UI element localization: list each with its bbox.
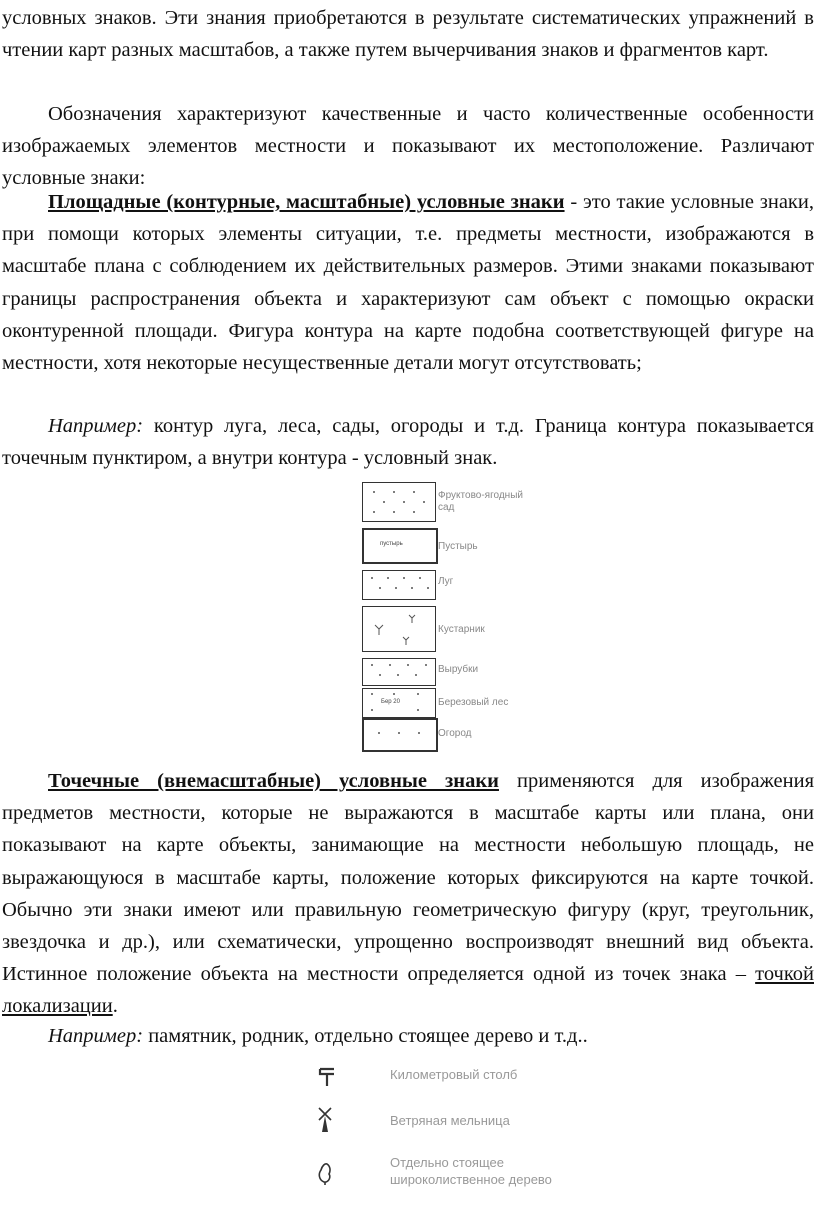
- garden-symbol: [362, 718, 438, 752]
- birch-forest-label: Березовый лес: [438, 697, 509, 708]
- paragraph-area-example: [2, 410, 814, 474]
- sentence-end: .: [112, 995, 118, 1018]
- term-point-symbols: Точечные (внемасштабные) условные знаки: [48, 770, 499, 792]
- kilometer-post-icon: [310, 1066, 340, 1088]
- garden-label: Огород: [438, 728, 472, 739]
- area-example-text: контур луга, леса, сады, огороды и т.д. Граница контура показывается точечным пунктиром, а внутри контура - условный знак.: [2, 415, 814, 470]
- paragraph-point-symbols: [2, 765, 814, 1023]
- deciduous-tree-label: Отдельно стоящее широколиственное дерево: [390, 1155, 552, 1187]
- wasteland-label: Пустырь: [438, 541, 478, 552]
- example-lead-2: Например:: [48, 1025, 144, 1047]
- point-example-text: памятник, родник, отдельно стоящее дерево и т.д..: [143, 1025, 588, 1047]
- shrub-label: Кустарник: [438, 624, 485, 635]
- area-symbols-definition: - это такие условные знаки, при помощи которых элементы ситуации, т.е. предметы местности, изображаются в масштабе плана с соблюдением их действительных размеров. Этими знаками показывают границы распространения объекта и характеризуют сам объект с помощью окраски оконтуренной площади. Фигура контура на карте подобна соответствующей фигуре на местности, хотя некоторые несущественные детали могут отсутствовать;: [2, 191, 814, 375]
- area-symbols-figure: [352, 478, 532, 758]
- localization-point-term: точкой локализации: [2, 963, 814, 1018]
- shrub-symbol: [362, 606, 436, 652]
- kilometer-post-label: Километровый столб: [390, 1067, 518, 1082]
- paragraph-designations: Обозначения характеризуют качественные и часто количественные особенности изображаемых элементов местности и показывают их местоположение. Различают условные знаки:: [2, 103, 814, 190]
- paragraph-area-symbols: [2, 186, 814, 379]
- meadow-symbol: [362, 570, 436, 600]
- point-symbols-definition: применяются для изображения предметов местности, которые не выражаются в масштабе карты или плана, они показывают на карте объекты, занимающие на местности небольшую площадь, не выражающуюся в масштабе карты, положение которых фиксируются на карте точкой. Обычно эти знаки имеют или правильную геометрическую фигуру (круг, треугольник, звездочка и др.), или схематически, упрощенно воспроизводят внешний вид объекта. Истинное положение объекта на местности определяется одной из точек знака –: [2, 770, 814, 986]
- wasteland-inner-text: пустырь: [380, 541, 403, 547]
- orchard-label: Фруктово-ягодный сад: [438, 490, 523, 513]
- clearing-symbol: [362, 658, 436, 686]
- wasteland-symbol: [362, 528, 438, 564]
- shrub-marks: [363, 607, 435, 651]
- paragraph-intro: условных знаков. Эти знания приобретаются в результате систематических упражнений в чтении карт разных масштабов, а также путем вычерчивания знаков и фрагментов карт.: [2, 7, 814, 62]
- term-area-symbols: Площадные (контурные, масштабные) условные знаки: [48, 191, 565, 213]
- birch-forest-symbol: [362, 688, 436, 718]
- orchard-symbol: [362, 482, 436, 522]
- paragraph-point-example: [2, 1020, 814, 1052]
- deciduous-tree-icon: [310, 1158, 340, 1186]
- example-lead: Например:: [48, 415, 144, 437]
- meadow-label: Луг: [438, 576, 454, 587]
- windmill-label: Ветряная мельница: [390, 1113, 510, 1128]
- clearing-label: Вырубки: [438, 664, 479, 675]
- birch-forest-inner-text: Бер 20: [381, 699, 400, 705]
- point-symbols-figure: [310, 1062, 570, 1212]
- windmill-icon: [310, 1104, 340, 1134]
